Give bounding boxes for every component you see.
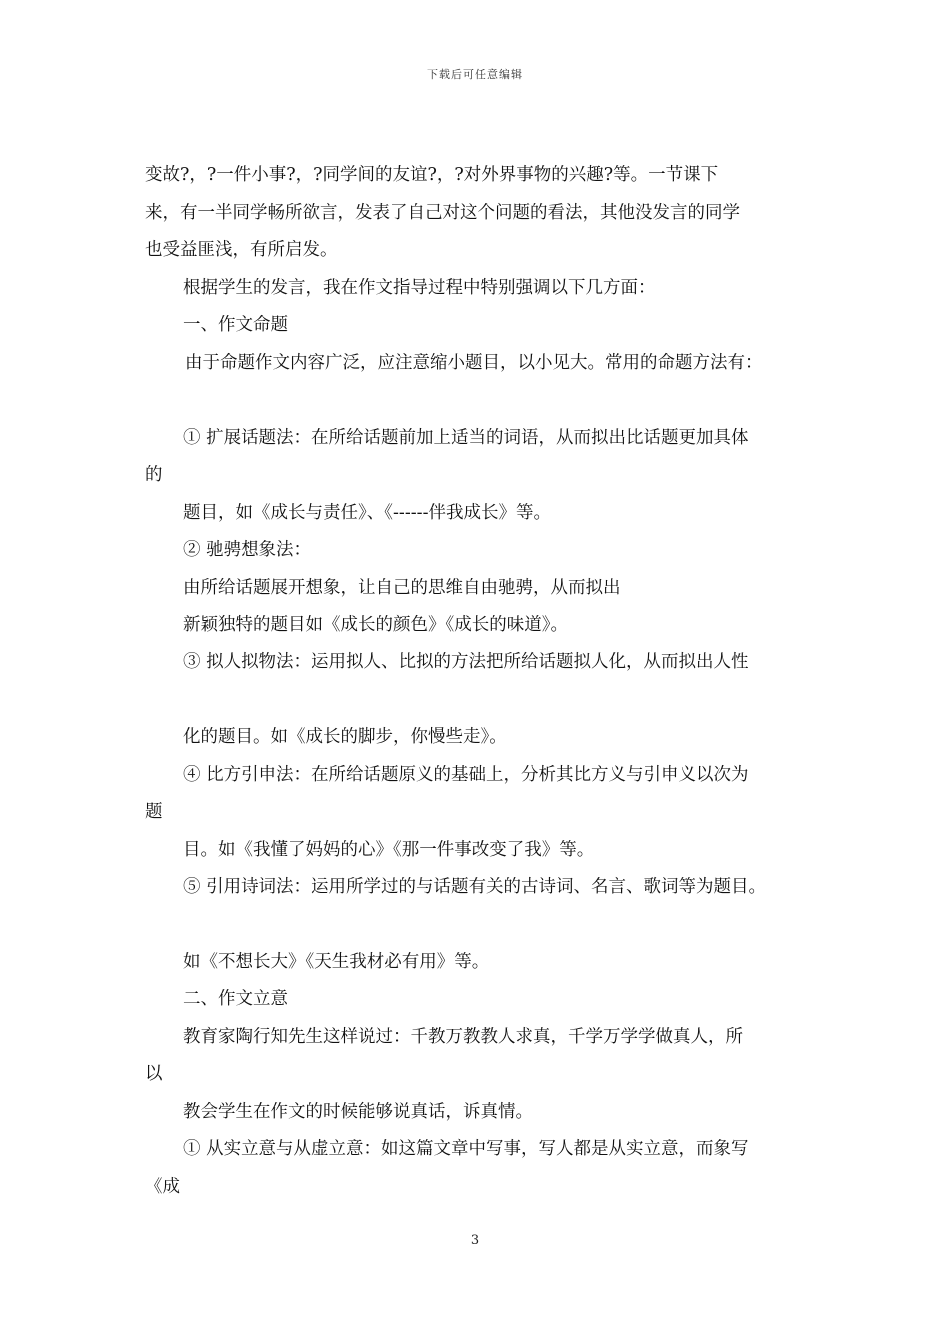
text-line: 新颖独特的题目如《成长的颜色》《成长的味道》。 — [183, 615, 568, 635]
text-line: 教育家陶行知先生这样说过：千教万教教人求真，千学万学学做真人，所 — [183, 1027, 743, 1047]
text-line: ⑤ 引用诗词法：运用所学过的与话题有关的古诗词、名言、歌词等为题目。 — [183, 877, 767, 897]
text-line: 题目，如《成长与责任》、《------伴我成长》等。 — [183, 503, 551, 523]
text-line: 化的题目。如《成长的脚步，你慢些走》。 — [183, 727, 507, 747]
text-line: ① 扩展话题法：在所给话题前加上适当的词语，从而拟出比话题更加具体 — [183, 428, 749, 448]
text-line: ④ 比方引申法：在所给话题原义的基础上，分析其比方义与引申义以次为 — [183, 765, 749, 785]
text-line: 以 — [145, 1064, 163, 1084]
text-line: ③ 拟人拟物法：运用拟人、比拟的方法把所给话题拟人化，从而拟出人性 — [183, 652, 749, 672]
text-line: 由于命题作文内容广泛，应注意缩小题目，以小见大。常用的命题方法有： — [185, 353, 763, 373]
text-line: 的 — [145, 465, 163, 485]
text-line: 根据学生的发言，我在作文指导过程中特别强调以下几方面： — [183, 278, 656, 298]
page-header: 下载后可任意编辑 — [427, 68, 523, 81]
section-heading: 一、作文命题 — [183, 315, 288, 335]
text-line: 教会学生在作文的时候能够说真话，诉真情。 — [183, 1102, 533, 1122]
text-line: 《成 — [145, 1177, 180, 1197]
text-line: 由所给话题展开想象，让自己的思维自由驰骋，从而拟出 — [183, 578, 621, 598]
text-line: ② 驰骋想象法： — [183, 540, 312, 560]
text-line: 如《不想长大》《天生我材必有用》等。 — [183, 952, 490, 972]
text-line: ① 从实立意与从虚立意：如这篇文章中写事，写人都是从实立意，而象写 — [183, 1139, 749, 1159]
text-line: 题 — [145, 802, 163, 822]
text-line: 目。如《我懂了妈妈的心》《那一件事改变了我》等。 — [183, 840, 595, 860]
text-line: 也受益匪浅，有所启发。 — [145, 240, 338, 260]
text-line: 变故?，?一件小事?，?同学间的友谊?，?对外界事物的兴趣?等。一节课下 — [145, 165, 719, 185]
page-number: 3 — [470, 1233, 480, 1248]
text-line: 来，有一半同学畅所欲言，发表了自己对这个问题的看法，其他没发言的同学 — [145, 203, 740, 223]
section-heading: 二、作文立意 — [183, 989, 288, 1009]
